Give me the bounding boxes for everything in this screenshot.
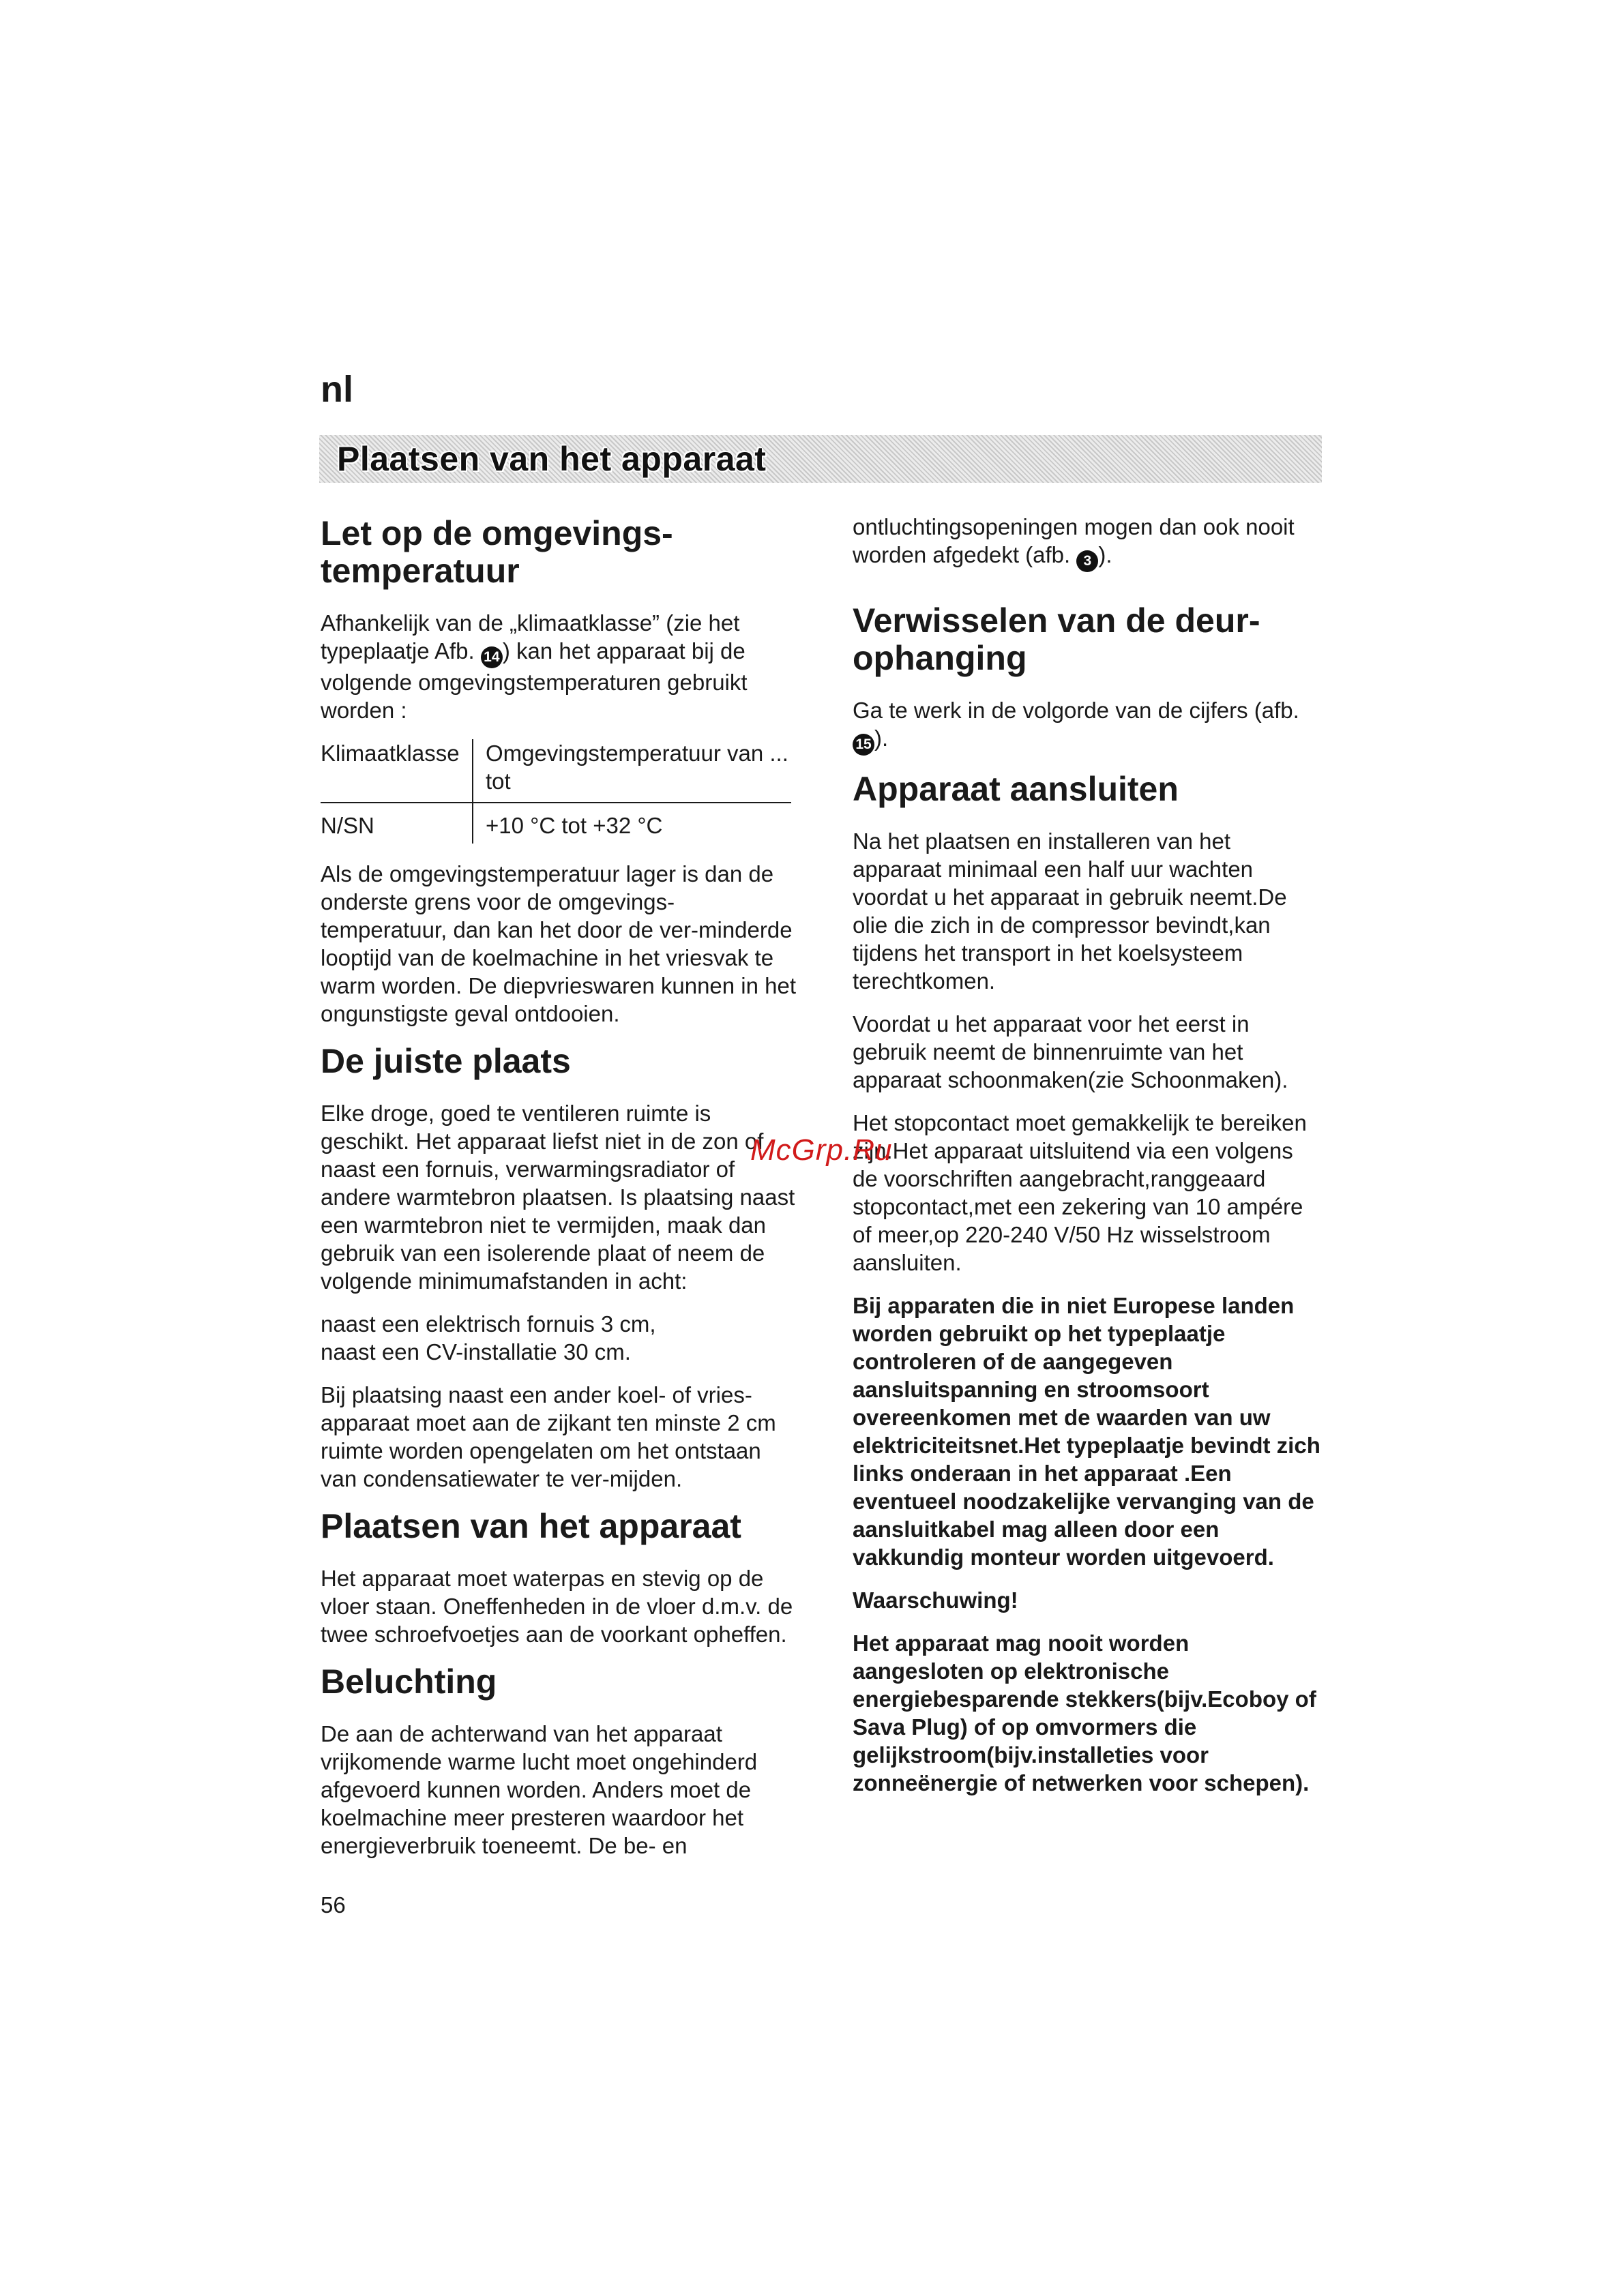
text-fragment: ) kan het apparaat bij de volgende omgevingstemperaturen gebruikt worden : [321,638,748,723]
text-fragment: Afhankelijk van de „klimaatklasse” (zie het typeplaatje Afb. [321,610,740,664]
figure-number-badge: 3 [1076,550,1098,572]
text-fragment: ). [874,726,889,751]
text-fragment: ). [1098,542,1112,567]
table-row [321,803,791,844]
text-fragment: ontluchtingsopeningen mogen dan ook nooit worden afgedekt (afb. [853,514,1295,567]
table-header-row [321,739,791,803]
heading-ventilation: Beluchting [321,1663,497,1701]
figure-number-badge: 14 [481,646,503,668]
paragraph-wait: Na het plaatsen en installeren van het apparaat minimaal een half uur wachten voordat u het apparaat in gebruik neemt.De olie die zich in de compressor bevindt,kan tijdens het transport in het koelsysteem terechtkomen. [853,829,1287,994]
figure-number-badge: 15 [853,734,874,756]
paragraph-door-reversal [853,696,1323,756]
table-cell-class: N/SN [321,803,473,844]
paragraph-side-gap: Bij plaatsing naast een ander koel- of vries-apparaat moet aan de zijkant ten minste 2 cm ruimte worden opengelaten om het ontstaan van condensatiewater te ver-mijden. [321,1382,776,1491]
left-column [321,515,798,1875]
heading-ambient-temperature: Let op de omgevings- temperatuur [321,514,673,590]
paragraph-non-european: Bij apparaten die in niet Europese landen worden gebruikt op het typeplaatje controleren of de aangegeven aansluitspanning en stroomsoort overeenkomen met de waarden van uw elektriciteitsnet.Het typeplaatje bevindt zich links onderaan in het apparaat .Een eventueel noodzakelijke vervanging van de aansluitkabel mag alleen door een vakkundig monteur worden uitgevoerd. [853,1293,1320,1570]
heading-connecting-appliance: Apparaat aansluiten [853,770,1179,808]
distance-heating: naast een CV-installatie 30 cm. [321,1339,631,1365]
paragraph-ventilation: De aan de achterwand van het apparaat vrijkomende warme lucht moet ongehinderd afgevoerd kunnen worden. Anders moet de koelmachine meer presteren waardoor het energieverbruik toeneemt. De be- en [321,1721,758,1858]
warning-label: Waarschuwing! [853,1587,1018,1613]
paragraph-socket: Het stopcontact moet gemakkelijk te bereiken zijn.Het apparaat uitsluitend via een volgens de voorschriften aangebracht,ranggeaard stopcontact,met een zekering van 10 ampére of meer,op 220-240 V/50 Hz wisselstroom aansluiten. [853,1110,1307,1275]
section-banner [319,435,1322,483]
paragraph-level: Het apparaat moet waterpas en stevig op de vloer staan. Oneffenheden in de vloer d.m.v. de twee schroefvoetjes aan de voorkant opheffen. [321,1566,793,1647]
paragraph-cleaning: Voordat u het apparaat voor het eerst in gebruik neemt de binnenruimte van het apparaat schoonmaken(zie Schoonmaken). [853,1011,1288,1092]
table-cell-range: +10 °C tot +32 °C [486,813,663,838]
paragraph-warning: Het apparaat mag nooit worden aangesloten op elektronische energiebesparende stekkers(bijv.Ecoboy of Sava Plug) of op omvormers die gelijkstroom(bijv.installeties voor zonneënergie of netwerken voor schepen). [853,1630,1316,1795]
paragraph-climate-class [321,609,798,724]
watermark-text: McGrp.Ru [750,1133,893,1167]
page-number: 56 [321,1892,346,1918]
heading-right-location: De juiste plaats [321,1042,571,1080]
paragraph-distances [321,1310,798,1366]
heading-placing-appliance: Plaatsen van het apparaat [321,1507,741,1545]
climate-class-table [321,739,791,844]
table-header-climate-class: Klimaatklasse [321,739,473,803]
paragraph-low-temperature: Als de omgevingstemperatuur lager is dan de onderste grens voor de omgevings-temperatuur, dan kan het door de ver-minderde looptijd van de koelmachine in het vriesvak te warm worden. De diepvrieswaren kunnen in het ongunstigste geval ontdooien. [321,861,797,1026]
text-fragment: Ga te werk in de volgorde van de cijfers (afb. [853,698,1299,723]
paragraph-location: Elke droge, goed te ventileren ruimte is geschikt. Het apparaat liefst niet in de zon of naast een fornuis, verwarmingsradiator of andere warmtebron plaatsen. Is plaatsing naast een warmtebron niet te vermijden, maak dan gebruik van een isolerende plaat of neem de volgende minimumafstanden in acht: [321,1101,795,1294]
table-header-ambient-temperature: Omgevingstemperatuur van ... tot [473,739,791,803]
paragraph-vents [853,513,1323,572]
banner-title: Plaatsen van het apparaat [337,440,767,478]
heading-door-reversal: Verwisselen van de deur- ophanging [853,601,1260,677]
right-column [853,513,1323,1812]
language-code: nl [321,369,353,410]
distance-stove: naast een elektrisch fornuis 3 cm, [321,1311,656,1337]
